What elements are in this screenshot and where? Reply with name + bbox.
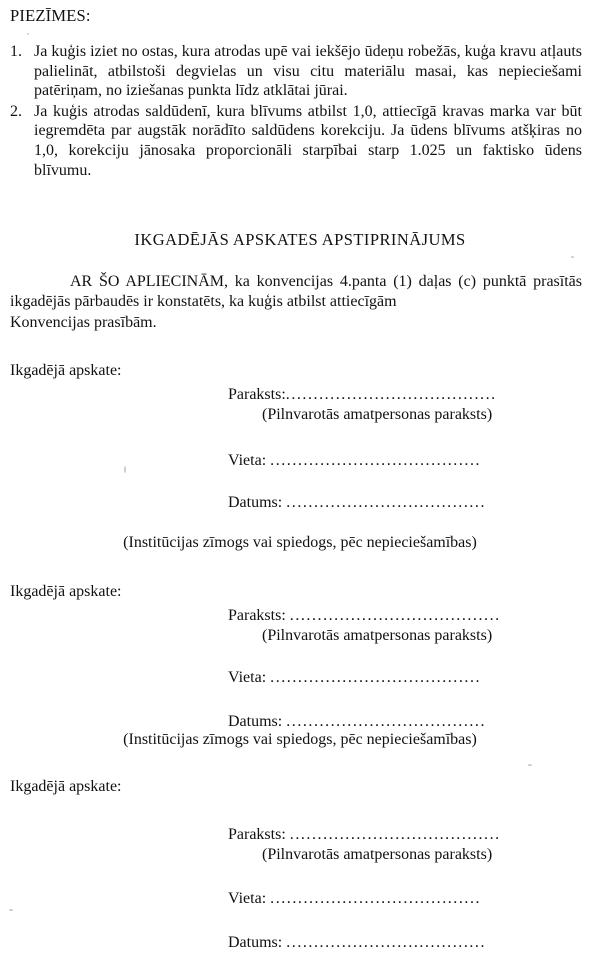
notes-list	[10, 42, 582, 181]
intro-paragraph-tail: Konvencijas prasībām.	[10, 313, 157, 331]
dot-leader: ......................................	[270, 669, 482, 686]
survey-label-3: Ikgadējā apskate:	[10, 778, 122, 795]
signature-label: Paraksts:	[228, 386, 286, 403]
dot-leader: ....................................	[286, 713, 487, 730]
scan-speck	[571, 256, 574, 258]
signature-label: Paraksts:	[228, 607, 290, 624]
date-field-1[interactable]	[228, 494, 572, 512]
date-label: Datums:	[228, 494, 287, 511]
note-number: 2.	[10, 102, 22, 120]
scan-speck	[124, 466, 126, 473]
date-field-2[interactable]	[228, 713, 572, 731]
place-field-2[interactable]	[228, 669, 572, 687]
dot-leader: ......................................	[289, 826, 501, 843]
survey-label-2: Ikgadējā apskate:	[10, 583, 122, 600]
scan-speck	[9, 909, 13, 911]
place-field-1[interactable]	[228, 452, 572, 470]
dot-leader: ....................................	[286, 934, 487, 951]
notes-title: PIEZĪMES:	[10, 6, 91, 25]
note-item	[10, 102, 582, 180]
date-label: Datums:	[228, 713, 287, 730]
note-text: Ja kuģis iziet no ostas, kura atrodas upē vai iekšējo ūdeņu robežās, kuģa kravu atļauts palielināt, atbilstoši degvielas un visu citu materiālu masai, kas nepieciešami patēriņam, no iziešanas punkta līdz atklātai jūrai.	[34, 43, 582, 100]
signature-label: Paraksts:	[228, 826, 290, 843]
place-label: Vieta:	[228, 890, 271, 907]
page-title: IKGADĒJĀS APSKATES APSTIPRINĀJUMS	[134, 230, 466, 249]
scan-speck	[528, 764, 532, 766]
signature-field-3[interactable]	[228, 826, 572, 844]
place-label: Vieta:	[228, 452, 271, 469]
survey-label-1: Ikgadējā apskate:	[10, 362, 122, 379]
dot-leader: ......................................	[285, 386, 497, 403]
stamp-note-2: (Institūcijas zīmogs vai spiedogs, pēc nepieciešamības)	[123, 731, 477, 748]
date-field-3[interactable]	[228, 934, 572, 952]
dot-leader: ....................................	[286, 494, 487, 511]
signature-field-2[interactable]	[228, 607, 572, 625]
place-label: Vieta:	[228, 669, 271, 686]
stamp-note-1: (Institūcijas zīmogs vai spiedogs, pēc nepieciešamības)	[123, 534, 477, 551]
intro-paragraph-body: AR ŠO APLIECINĀM, ka konvencijas 4.panta (1) daļas (c) punktā prasītās ikgadējās pārbaudēs ir konstatēts, ka kuģis atbilst attiecīgām	[10, 273, 582, 311]
date-label: Datums:	[228, 934, 287, 951]
authorized-official-caption-2: (Pilnvarotās amatpersonas paraksts)	[262, 627, 493, 644]
dot-leader: ......................................	[289, 607, 501, 624]
scan-speck	[27, 33, 29, 35]
intro-paragraph	[10, 272, 582, 333]
note-number: 1.	[10, 43, 22, 60]
dot-leader: ......................................	[270, 452, 482, 469]
place-field-3[interactable]	[228, 890, 572, 908]
authorized-official-caption-3: (Pilnvarotās amatpersonas paraksts)	[262, 846, 493, 863]
note-text: Ja kuģis atrodas saldūdenī, kura blīvums atbilst 1,0, attiecīgā kravas marka var būt iegremdēta par augstāk norādīto saldūdens korekciju. Ja ūdens blīvums atšķiras no 1,0, korekciju jānosaka proporcionāli starpībai starp 1.025 un faktisko ūdens blīvumu.	[34, 102, 582, 179]
authorized-official-caption-1: (Pilnvarotās amatpersonas paraksts)	[262, 406, 493, 423]
note-item	[10, 42, 582, 101]
dot-leader: ......................................	[270, 890, 482, 907]
signature-field-1[interactable]	[228, 386, 572, 404]
